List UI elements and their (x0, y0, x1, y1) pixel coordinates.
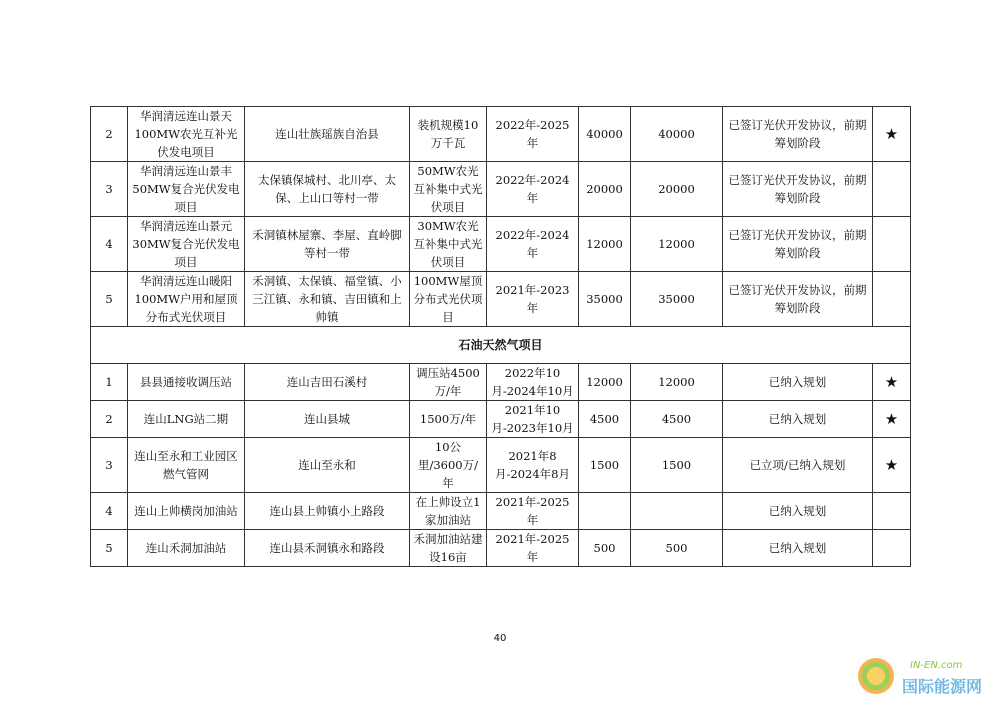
section-title: 石油天然气项目 (91, 327, 911, 364)
cell-scale: 30MW农光互补集中式光伏项目 (410, 217, 487, 272)
cell-progress: 已签订光伏开发协议，前期筹划阶段 (723, 272, 873, 327)
cell-period: 2021年-2023年 (487, 272, 579, 327)
table-row (91, 401, 911, 438)
cell-no: 4 (91, 217, 128, 272)
watermark-cn: 国际能源网 (902, 677, 983, 696)
table-row (91, 530, 911, 567)
cell-progress: 已签订光伏开发协议，前期筹划阶段 (723, 107, 873, 162)
cell-location: 禾洞镇林屋寨、李屋、直岭脚等村一带 (245, 217, 410, 272)
cell-name: 连山至永和工业园区燃气管网 (128, 438, 245, 493)
cell-name: 连山LNG站二期 (128, 401, 245, 438)
cell-no: 2 (91, 401, 128, 438)
cell-progress: 已签订光伏开发协议，前期筹划阶段 (723, 162, 873, 217)
cell-location: 连山吉田石溪村 (245, 364, 410, 401)
cell-plan: 35000 (631, 272, 723, 327)
cell-progress: 已纳入规划 (723, 401, 873, 438)
cell-name: 连山上帅横岗加油站 (128, 493, 245, 530)
cell-location: 连山县上帅镇小上路段 (245, 493, 410, 530)
star-mark-cell (873, 162, 911, 217)
star-mark-cell (873, 272, 911, 327)
cell-no: 3 (91, 438, 128, 493)
cell-period: 2021年10月-2023年10月 (487, 401, 579, 438)
cell-progress: 已纳入规划 (723, 493, 873, 530)
cell-name: 华润清远连山暖阳100MW户用和屋顶分布式光伏项目 (128, 272, 245, 327)
cell-plan: 12000 (631, 364, 723, 401)
cell-total: 35000 (579, 272, 631, 327)
cell-scale: 100MW屋顶分布式光伏项目 (410, 272, 487, 327)
cell-no: 4 (91, 493, 128, 530)
cell-plan: 20000 (631, 162, 723, 217)
cell-total: 40000 (579, 107, 631, 162)
table-row (91, 107, 911, 162)
cell-period: 2021年8月-2024年8月 (487, 438, 579, 493)
cell-location: 连山壮族瑶族自治县 (245, 107, 410, 162)
cell-total: 1500 (579, 438, 631, 493)
cell-progress: 已纳入规划 (723, 530, 873, 567)
cell-no: 5 (91, 530, 128, 567)
table-row (91, 217, 911, 272)
cell-plan: 4500 (631, 401, 723, 438)
table-row (91, 162, 911, 217)
cell-scale: 50MW农光互补集中式光伏项目 (410, 162, 487, 217)
cell-no: 1 (91, 364, 128, 401)
cell-plan (631, 493, 723, 530)
cell-period: 2022年-2025年 (487, 107, 579, 162)
cell-progress: 已立项/已纳入规划 (723, 438, 873, 493)
watermark-en: IN-EN.com (910, 660, 963, 671)
cell-period: 2021年-2025年 (487, 493, 579, 530)
cell-total: 12000 (579, 217, 631, 272)
star-mark-cell: ★ (873, 364, 911, 401)
cell-no: 3 (91, 162, 128, 217)
star-mark-cell: ★ (873, 438, 911, 493)
star-mark-cell (873, 530, 911, 567)
cell-period: 2021年-2025年 (487, 530, 579, 567)
projects-table (90, 106, 911, 567)
cell-period: 2022年-2024年 (487, 217, 579, 272)
sun-logo-icon (858, 658, 894, 694)
cell-no: 5 (91, 272, 128, 327)
table-row (91, 438, 911, 493)
cell-period: 2022年10月-2024年10月 (487, 364, 579, 401)
cell-name: 华润清远连山景天100MW农光互补光伏发电项目 (128, 107, 245, 162)
star-mark-cell (873, 493, 911, 530)
cell-name: 华润清远连山景丰50MW复合光伏发电项目 (128, 162, 245, 217)
cell-scale: 调压站4500万/年 (410, 364, 487, 401)
star-mark-cell (873, 217, 911, 272)
cell-progress: 已纳入规划 (723, 364, 873, 401)
cell-period: 2022年-2024年 (487, 162, 579, 217)
table-body (91, 107, 911, 567)
cell-scale: 10公里/3600万/年 (410, 438, 487, 493)
cell-no: 2 (91, 107, 128, 162)
cell-total: 20000 (579, 162, 631, 217)
cell-total: 4500 (579, 401, 631, 438)
cell-location: 连山县禾洞镇永和路段 (245, 530, 410, 567)
cell-name: 县县通接收调压站 (128, 364, 245, 401)
cell-total: 500 (579, 530, 631, 567)
cell-location: 连山至永和 (245, 438, 410, 493)
table-row (91, 364, 911, 401)
cell-location: 禾洞镇、太保镇、福堂镇、小三江镇、永和镇、吉田镇和上帅镇 (245, 272, 410, 327)
cell-total: 12000 (579, 364, 631, 401)
cell-plan: 1500 (631, 438, 723, 493)
table-row (91, 272, 911, 327)
cell-scale: 在上帅设立1家加油站 (410, 493, 487, 530)
cell-name: 连山禾洞加油站 (128, 530, 245, 567)
cell-location: 连山县城 (245, 401, 410, 438)
cell-progress: 已签订光伏开发协议，前期筹划阶段 (723, 217, 873, 272)
watermark-logo (850, 652, 1000, 704)
cell-plan: 40000 (631, 107, 723, 162)
section-row (91, 327, 911, 364)
star-mark-cell: ★ (873, 401, 911, 438)
cell-scale: 1500万/年 (410, 401, 487, 438)
star-mark-cell: ★ (873, 107, 911, 162)
cell-total (579, 493, 631, 530)
cell-name: 华润清远连山景元30MW复合光伏发电项目 (128, 217, 245, 272)
cell-location: 太保镇保城村、北川亭、太保、上山口等村一带 (245, 162, 410, 217)
cell-plan: 500 (631, 530, 723, 567)
page-number: 40 (493, 633, 507, 644)
cell-plan: 12000 (631, 217, 723, 272)
table-row (91, 493, 911, 530)
cell-scale: 禾洞加油站建设16亩 (410, 530, 487, 567)
cell-scale: 装机规模10万千瓦 (410, 107, 487, 162)
